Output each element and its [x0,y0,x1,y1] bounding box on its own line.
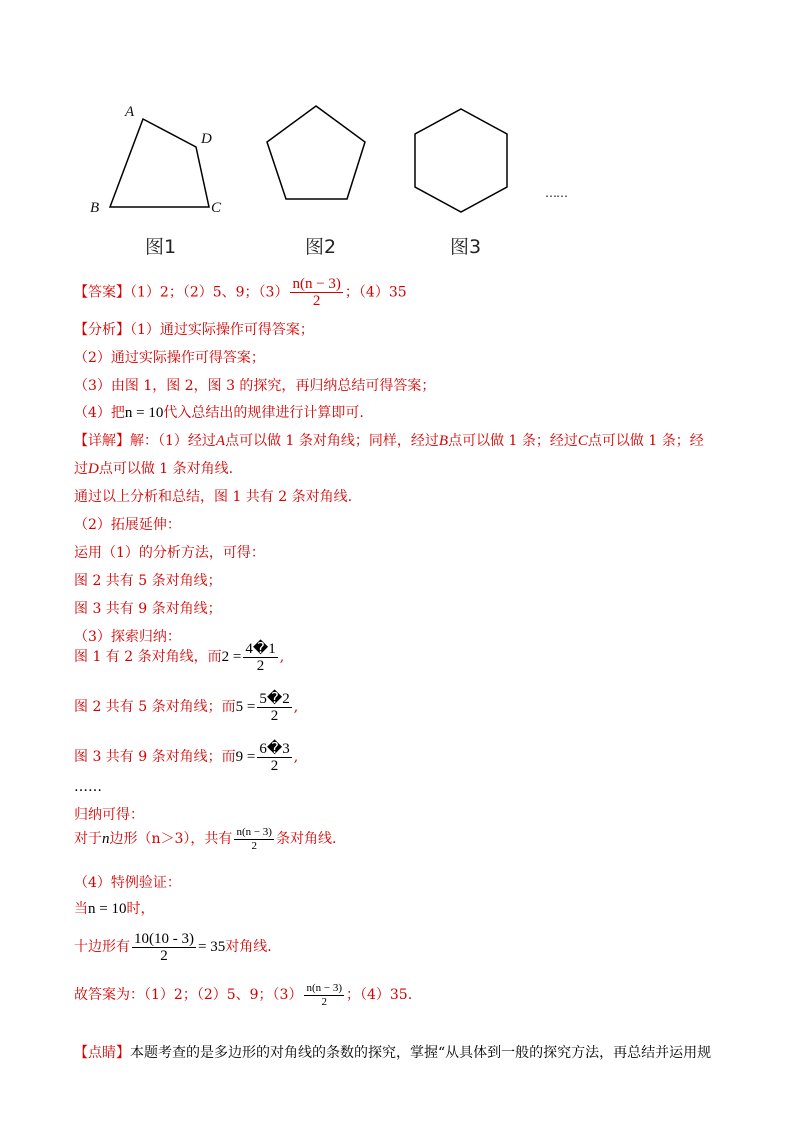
formula-2-lhs: 5 = [235,699,256,715]
analysis-text-1: （1）通过实际操作可得答案； [130,322,314,338]
when-c: 时， [126,901,155,917]
analysis-4-a: （4）把 [74,405,125,421]
final-b: ；（4）35. [345,987,413,1003]
formula-line-1 [74,640,284,674]
formula-1-tail: , [279,649,285,665]
point-b: B [438,433,449,449]
answer-part1: （1）2；（2）5、9；（3） [130,284,289,301]
general-n: n [102,831,110,847]
polygon-figures [0,0,800,270]
formula-3-lhs: 9 = [235,749,256,765]
general-a: 对于 [74,831,102,847]
ten-fraction [132,931,196,964]
fraction-denominator: 2 [160,947,168,964]
detail-tag: 【详解】 [74,433,130,449]
figure-ellipsis: …… [545,186,567,200]
analysis-4-formula: n = 10 [124,405,164,421]
ellipsis-line: …… [74,779,102,795]
fraction-denominator: 2 [270,707,279,724]
detail-1g: 点可以做 1 条；经 [587,433,704,449]
caption-figure3: 图3 [450,236,482,258]
point-a: A [215,433,226,449]
formula-3-text: 图 3 共有 9 条对角线；而 [74,749,236,765]
fraction-numerator: n(n − 3) [292,276,341,292]
final-answer-line [74,978,412,1012]
analysis-line-2: （2）通过实际操作可得答案； [74,350,265,366]
detail-line-6: 图 2 共有 5 条对角线； [74,573,222,589]
formula-1-fraction [243,641,277,674]
when-line [74,900,154,918]
formula-2-fraction [257,691,291,724]
analysis-line-1 [74,321,314,339]
formula-line-2 [74,690,298,724]
point-line [74,1044,711,1062]
caption-figure2: 图2 [305,236,337,258]
general-c: 条对角线. [275,831,337,847]
detail-line-2 [74,460,233,478]
point-c: C [577,433,588,449]
fraction-numerator: 4�1 [245,640,276,657]
when-a: 当 [74,901,88,917]
detail-line-1 [74,432,704,450]
caption-figure1: 图1 [145,236,177,258]
vertex-label-d: D [201,131,212,147]
general-fraction [234,826,274,853]
detail-line-8: （3）探索归纳： [74,629,181,645]
fraction-denominator: 2 [321,995,327,1008]
general-b: 边形（n＞3），共有 [109,831,233,847]
formula-2-text: 图 2 共有 5 条对角线；而 [74,699,236,715]
analysis-line-4 [74,404,364,422]
fraction-denominator: 2 [256,657,265,674]
formula-3-fraction [257,741,291,774]
vertex-label-c: C [211,200,222,216]
pentagon-figure2 [267,106,365,199]
point-d: D [88,461,99,477]
fraction-numerator: 10(10 - 3) [134,930,194,947]
when-formula: n = 10 [88,901,127,917]
formula-2-tail: , [293,699,299,715]
fraction-numerator: 6�3 [259,740,290,757]
formula-line-3 [74,740,298,774]
point-text: 本题考查的是多边形的对角线的条数的探究，掌握“从具体到一般的探究方法，再总结并运用规 [130,1045,712,1061]
analysis-line-3: （3）由图 1，图 2，图 3 的探究，再归纳总结可得答案； [74,378,436,394]
final-fraction [304,982,344,1009]
verify-line: （4）特例验证： [74,875,181,891]
detail-line-3: 通过以上分析和总结，图 1 共有 2 条对角线. [74,489,353,505]
answer-line [74,276,407,309]
ten-c: 对角线. [225,939,272,955]
formula-3-tail: , [293,749,299,765]
general-formula-line [74,822,336,856]
vertex-label-b: B [90,200,100,216]
ten-gon-line [74,927,272,967]
answer-fraction [290,276,342,309]
final-a: 故答案为：（1）2；（2）5、9；（3） [74,987,303,1003]
fraction-numerator: n(n − 3) [236,825,272,838]
hexagon-figure3 [415,109,507,212]
point-tag: 【点睛】 [74,1045,130,1061]
quadrilateral-figure1 [110,119,209,207]
detail-line-5: 运用（1）的分析方法，可得： [74,545,265,561]
fraction-denominator: 2 [312,293,321,309]
fraction-denominator: 2 [251,839,257,852]
fraction-numerator: n(n − 3) [306,981,342,994]
detail-1a: 解：（1）经过 [130,433,216,449]
detail-line-7: 图 3 共有 9 条对角线； [74,601,222,617]
detail-2c: 点可以做 1 条对角线. [98,461,234,477]
answer-part2: ；（4）35 [344,284,407,301]
induce-line: 归纳可得： [74,807,144,823]
ten-a: 十边形有 [74,939,130,955]
answer-tag: 【答案】 [74,284,130,301]
vertex-label-a: A [125,104,135,120]
detail-1e: 点可以做 1 条；经过 [448,433,578,449]
fraction-numerator: 5�2 [259,690,290,707]
detail-line-4: （2）拓展延伸： [74,517,181,533]
analysis-4-c: 代入总结出的规律进行计算即可. [163,405,364,421]
formula-1-lhs: 2 = [221,649,242,665]
fraction-denominator: 2 [270,757,279,774]
analysis-tag: 【分析】 [74,322,130,338]
formula-1-text: 图 1 有 2 条对角线，而 [74,649,222,665]
detail-1c: 点可以做 1 条对角线；同样，经过 [225,433,439,449]
figures-area [0,0,800,270]
detail-2a: 过 [74,461,88,477]
ten-result: = 35 [198,939,226,955]
